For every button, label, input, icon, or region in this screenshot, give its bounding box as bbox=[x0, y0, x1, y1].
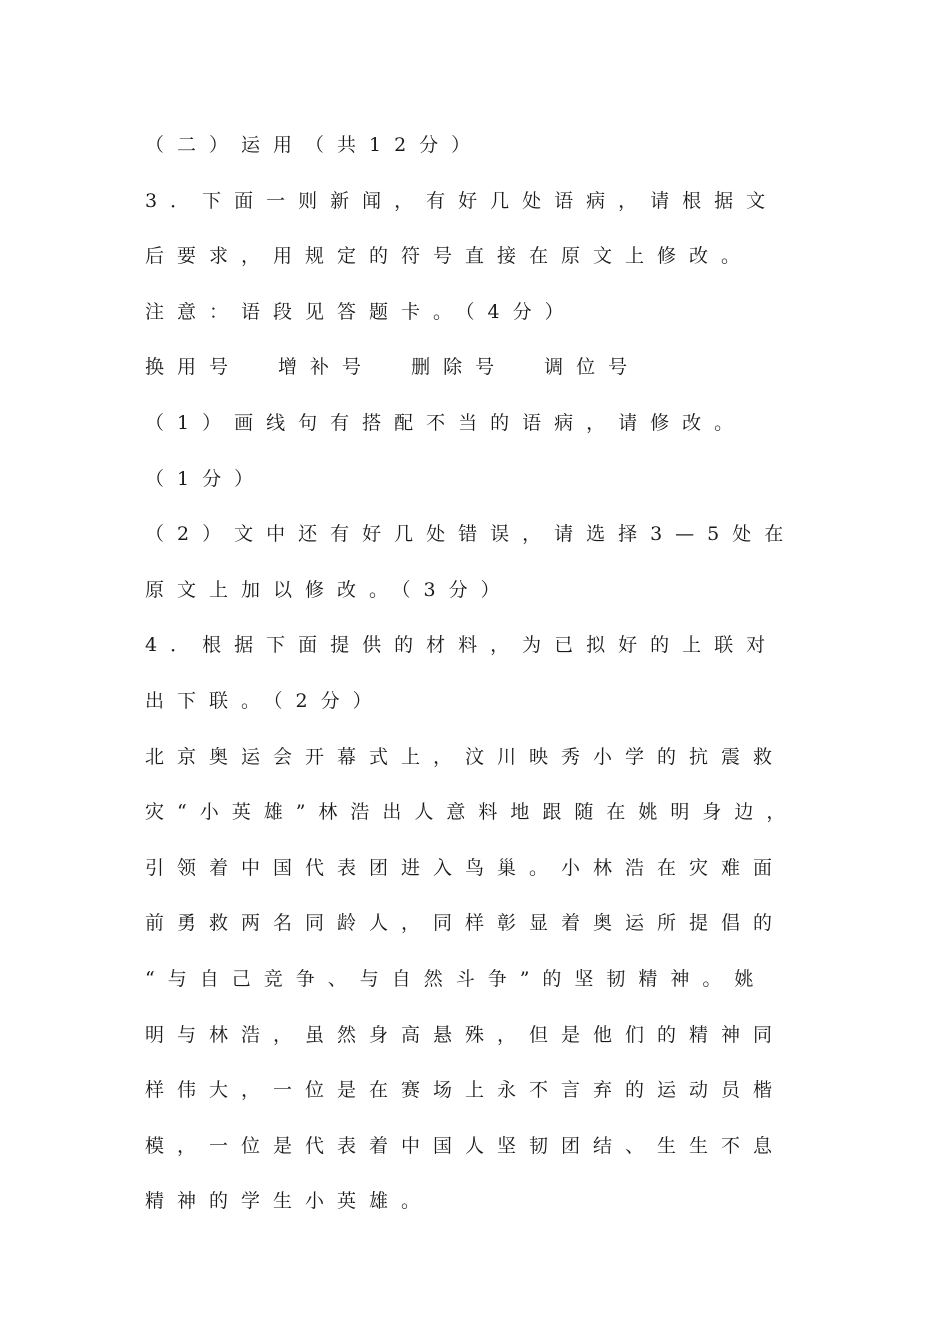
question-4-text: 出下联。（2分） bbox=[145, 689, 385, 712]
material-paragraph-line: 样伟大，一位是在赛场上永不言弃的运动员楷 bbox=[145, 1079, 786, 1102]
correction-symbols-legend: 换用号 增补号 删除号 调位号 bbox=[145, 356, 641, 379]
question-3-text: 3．下面一则新闻，有好几处语病，请根据文 bbox=[145, 189, 779, 212]
material-paragraph-line: 明与林浩，虽然身高悬殊，但是他们的精神同 bbox=[145, 1023, 786, 1046]
section-heading: （二）运用（共12分） bbox=[145, 134, 484, 156]
question-3-text: 后要求，用规定的符号直接在原文上修改。 bbox=[145, 245, 754, 268]
material-paragraph-line: 灾“小英雄”林浩出人意料地跟随在姚明身边， bbox=[145, 801, 799, 824]
question-3-part-2: 原文上加以修改。（3分） bbox=[145, 578, 513, 601]
document-body bbox=[145, 128, 845, 1240]
question-4-text: 4．根据下面提供的材料，为已拟好的上联对 bbox=[145, 634, 779, 657]
question-3-note: 注意：语段见答题卡。（4分） bbox=[145, 300, 577, 323]
material-paragraph-line: 精神的学生小英雄。 bbox=[145, 1190, 434, 1213]
question-3-part-2: （2）文中还有好几处错误，请选择3—5处在 bbox=[145, 523, 797, 546]
material-paragraph-line: 引领着中国代表团进入鸟巢。小林浩在灾难面 bbox=[145, 856, 786, 879]
material-paragraph-line: 模，一位是代表着中国人坚韧团结、生生不息 bbox=[145, 1134, 786, 1157]
question-3-part-1-score: （1分） bbox=[145, 467, 267, 490]
material-paragraph-line: “与自己竞争、与自然斗争”的坚韧精神。姚 bbox=[145, 967, 767, 990]
material-paragraph-line: 北京奥运会开幕式上，汶川映秀小学的抗震救 bbox=[145, 745, 786, 768]
material-paragraph-line: 前勇救两名同龄人，同样彰显着奥运所提倡的 bbox=[145, 912, 786, 935]
question-3-part-1: （1）画线句有搭配不当的语病，请修改。 bbox=[145, 411, 747, 434]
